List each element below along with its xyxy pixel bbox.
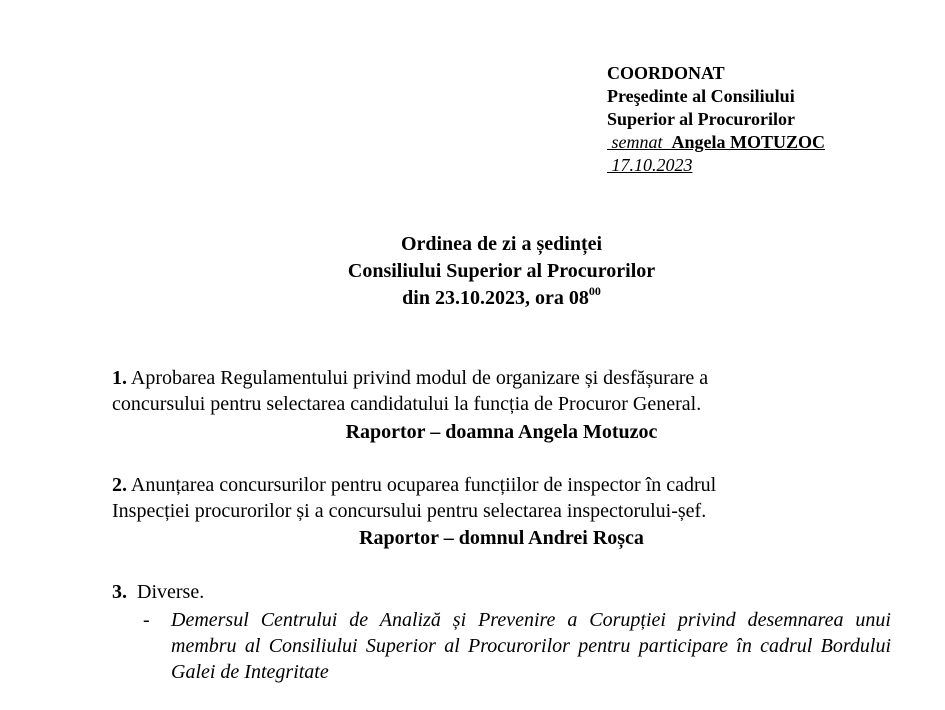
item-2-rapporteur: Raportor – domnul Andrei Roșca bbox=[359, 527, 644, 549]
subitem-bullet: - bbox=[143, 609, 150, 631]
agenda-item-2 bbox=[112, 472, 891, 524]
agenda-item-1 bbox=[112, 365, 891, 417]
item-number: 1. bbox=[112, 367, 127, 389]
item-text-line1: Aprobarea Regulamentului privind modul de organizare și desfășurare a bbox=[130, 367, 709, 389]
approval-role-line2: Superior al Procurorilor bbox=[607, 109, 795, 129]
item-text-line1: Anunțarea concursurilor pentru ocuparea funcțiilor de inspector în cadrul bbox=[130, 474, 717, 496]
signed-word: semnat bbox=[611, 132, 663, 152]
item-number: 2. bbox=[112, 474, 127, 496]
agenda-subitem bbox=[143, 607, 891, 685]
subitem-text: Demersul Centrului de Analiză și Prevenire a Corupției privind desemnarea unui membru al Consiliului Superior al Procurorilor pentru participare în cadrul Bordului Galei de Integritate bbox=[171, 609, 891, 683]
approval-date bbox=[607, 154, 825, 177]
item-text: Diverse. bbox=[137, 581, 205, 603]
agenda-item-3 bbox=[112, 579, 204, 605]
item-number: 3. bbox=[112, 581, 127, 603]
title-line3-text: din 23.10.2023, ora 08 bbox=[402, 287, 589, 309]
title-line2: Consiliului Superior al Procurorilor bbox=[347, 260, 656, 282]
document-title bbox=[0, 231, 945, 312]
item-text-line2: Inspecției procurorilor și a concursului pentru selectarea inspectorului-șef. bbox=[112, 500, 707, 522]
approval-heading: COORDONAT bbox=[607, 63, 725, 83]
title-line3-sup: 00 bbox=[588, 284, 601, 298]
title-line1: Ordinea de zi a ședinței bbox=[400, 233, 603, 255]
approval-role-line1: Preşedinte al Consiliului bbox=[607, 86, 795, 106]
title-line3 bbox=[0, 285, 945, 312]
approval-date-value: 17.10.2023 bbox=[611, 155, 693, 175]
item-text-line2: concursului pentru selectarea candidatului la funcția de Procuror General. bbox=[112, 393, 702, 415]
item-1-rapporteur: Raportor – doamna Angela Motuzoc bbox=[345, 421, 658, 443]
approval-block bbox=[607, 62, 825, 177]
approval-signature bbox=[607, 131, 825, 154]
signed-name: Angela MOTUZOC bbox=[671, 132, 826, 152]
